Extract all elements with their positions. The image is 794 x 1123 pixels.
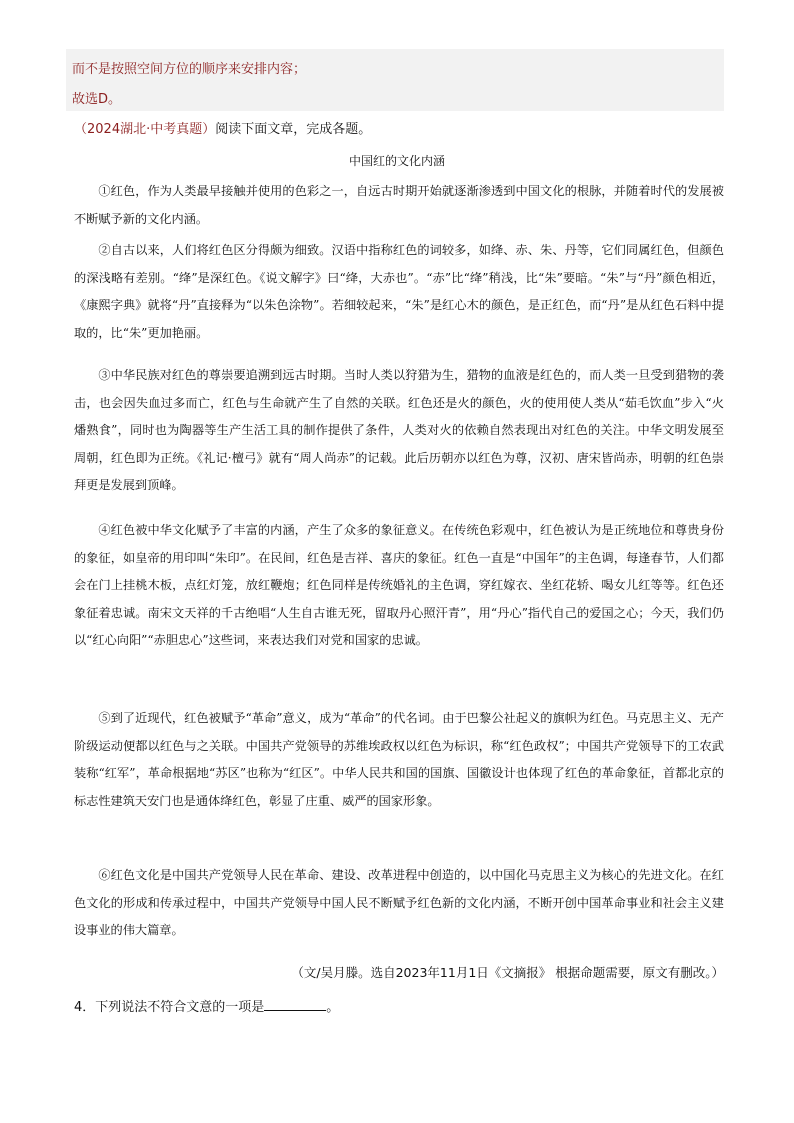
question-source [74, 118, 371, 137]
article-credit: （文/吴月滕。选自2023年11月1日《文摘报》 根据命题需要，原文有删改。） [291, 965, 724, 980]
article-paragraph-3: ③中华民族对红色的尊崇要追溯到远古时期。当时人类以狩猎为生，猎物的血液是红色的，而人类一旦受到猎物的袭击，也会因失血过多而亡，红色与生命就产生了自然的关联。红色还是火的颜色，火的使用使人类从“茹毛饮血”步入“火燔熟食”，同时也为陶器等生产生活工具的制作提供了条件，人类对火的依赖自然表现出对红色的关注。中华文明发展至周朝，红色即为正统。《礼记·檀弓》就有“周人尚赤”的记载。此后历朝亦以红色为尊，汉初、唐宋皆尚赤，明朝的红色崇拜更是发展到顶峰。 [74, 368, 724, 492]
question-suffix: 。 [326, 1000, 340, 1015]
article-paragraph-2: ②自古以来，人们将红色区分得颇为细致。汉语中指称红色的词较多，如绛、赤、朱、丹等，它们同属红色，但颜色的深浅略有差别。“绛”是深红色。《说文解字》曰“绛，大赤也”。“赤”比“绛”稍浅，比“朱”要暗。“朱”与“丹”颜色相近，《康熙字典》就将“丹”直接释为“以朱色涂物”。若细较起来，“朱”是红心木的颜色，是正红色，而“丹”是从红色石料中提取的，比“朱”更加艳丽。 [74, 243, 724, 340]
source-instruction: 阅读下面文章，完成各题。 [215, 122, 372, 137]
article-paragraph-5: ⑤到了近现代，红色被赋予“革命”意义，成为“革命”的代名词。由于巴黎公社起义的旗帜为红色。马克思主义、无产阶级运动便都以红色与之关联。中国共产党领导的苏维埃政权以红色为标识，称“红色政权”；中国共产党领导下的工农武装称“红军”，革命根据地“苏区”也称为“红区”。中华人民共和国的国旗、国徽设计也体现了红色的革命象征，首都北京的标志性建筑天安门也是通体绛红色，彰显了庄重、威严的国家形象。 [74, 711, 724, 808]
answer-blank[interactable] [264, 998, 326, 1011]
question-text: 4．下列说法不符合文意的一项是 [74, 1000, 265, 1015]
answer-line-2: 故选D。 [72, 92, 122, 107]
source-tag: （2024湖北·中考真题） [74, 122, 216, 137]
article-paragraph-1: ①红色，作为人类最早接触并使用的色彩之一，自远古时期开始就逐渐渗透到中国文化的根脉，并随着时代的发展被不断赋予新的文化内涵。 [74, 184, 724, 226]
article-title: 中国红的文化内涵 [348, 154, 445, 168]
article-paragraph-4: ④红色被中华文化赋予了丰富的内涵，产生了众多的象征意义。在传统色彩观中，红色被认为是正统地位和尊贵身份的象征，如皇帝的用印叫“朱印”。在民间，红色是吉祥、喜庆的象征。红色一直是“中国年”的主色调，每逢春节，人们都会在门上挂桃木板，点红灯笼，放红鞭炮；红色同样是传统婚礼的主色调，穿红嫁衣、坐红花轿、喝女儿红等等。红色还象征着忠诚。南宋文天祥的千古绝唱“人生自古谁无死，留取丹心照汗青”，用“丹心”指代自己的爱国之心；今天，我们仍以“红心向阳”“赤胆忠心”这些词，来表达我们对党和国家的忠诚。 [74, 523, 724, 647]
question-4 [74, 996, 339, 1015]
answer-line-1: 而不是按照空间方位的顺序来安排内容； [72, 62, 307, 77]
article-paragraph-6: ⑥红色文化是中国共产党领导人民在革命、建设、改革进程中创造的，以中国化马克思主义为核心的先进文化。在红色文化的形成和传承过程中，中国共产党领导中国人民不断赋予红色新的文化内涵，不断开创中国革命事业和社会主义建设事业的伟大篇章。 [74, 868, 724, 937]
